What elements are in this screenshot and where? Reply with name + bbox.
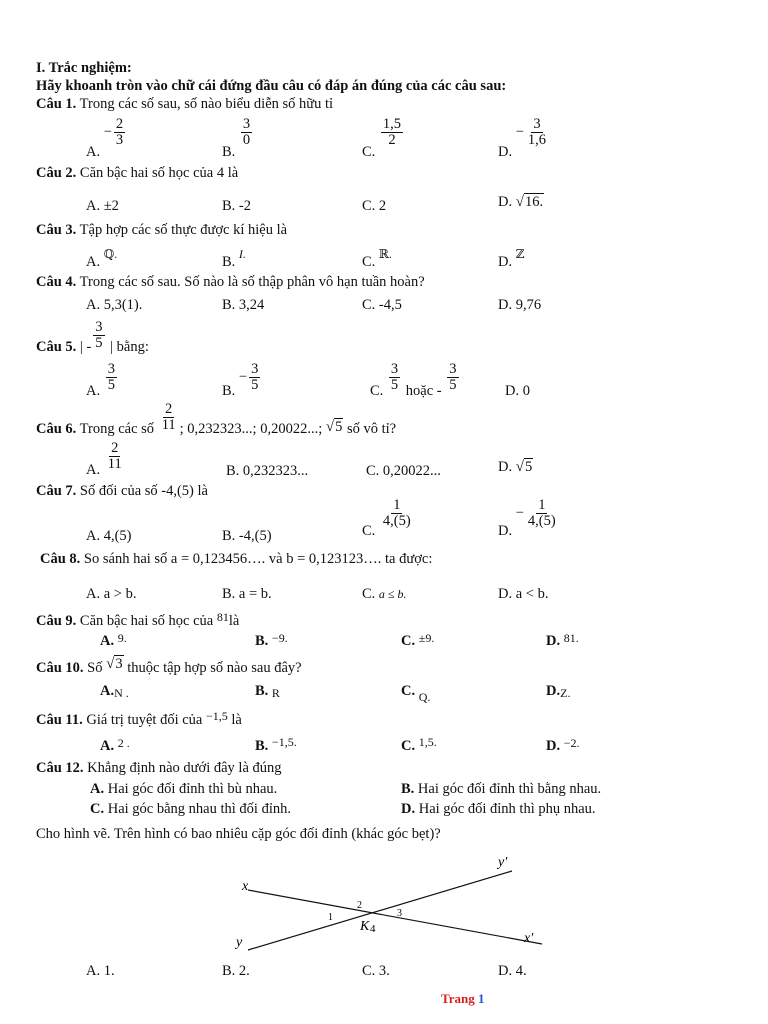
option-letter: A. (100, 738, 115, 754)
option-letter: B. (222, 382, 236, 399)
q2-option-a[interactable]: A. ±2 (86, 198, 119, 214)
number: −1,5 (205, 709, 228, 723)
option-letter: B. (222, 254, 236, 270)
option-letter: C. (370, 382, 384, 399)
fraction (93, 320, 104, 351)
question-text: Số (87, 660, 103, 676)
denominator: 1,6 (527, 132, 547, 148)
line-yy-prime (248, 871, 512, 950)
q9-option-a[interactable] (100, 633, 127, 649)
q11-option-a[interactable] (100, 738, 130, 754)
q4-option-b[interactable]: B. 3,24 (222, 297, 265, 313)
sqrt-icon: √16. (515, 194, 544, 210)
fraction (389, 362, 400, 393)
q10-option-b[interactable] (255, 683, 280, 699)
option-value: N . (114, 686, 129, 700)
denominator: 5 (449, 377, 457, 393)
q10-option-a[interactable] (100, 683, 129, 699)
q8-option-b[interactable]: B. a = b. (222, 586, 272, 602)
numerator: 1 (538, 497, 546, 513)
option-letter: D. (546, 633, 561, 649)
page-footer (441, 991, 484, 1007)
option-letter: B. (401, 781, 415, 797)
denominator: 5 (390, 377, 399, 393)
numerator: 3 (107, 361, 115, 377)
q1-option-c[interactable] (362, 116, 405, 160)
q6-option-d[interactable] (498, 459, 533, 475)
numerator: 2 (115, 116, 124, 132)
q9-option-c[interactable] (401, 633, 434, 649)
option-letter: A. (86, 382, 101, 399)
option-value: −9. (271, 631, 288, 645)
angle-2-label: 2 (357, 900, 362, 911)
radicand: 16. (524, 194, 544, 210)
q3-option-b[interactable] (222, 246, 246, 270)
q3-option-a[interactable] (86, 246, 118, 270)
q2-option-d[interactable] (498, 194, 544, 210)
q6-option-a[interactable] (86, 440, 126, 478)
question-tail: là (228, 613, 240, 629)
radicand: 3 (115, 656, 123, 672)
fraction (241, 117, 252, 148)
option-letter: C. (401, 738, 416, 754)
fraction (160, 402, 178, 433)
q3-option-c[interactable] (362, 246, 392, 270)
or-text: hoặc - (405, 382, 442, 399)
option-letter: C. (90, 801, 105, 817)
page-number: 1 (477, 991, 485, 1006)
option-letter: C. (362, 522, 376, 539)
q10-option-d[interactable] (546, 683, 570, 699)
option-letter: D. (498, 459, 513, 475)
vertical-angles-figure (230, 848, 550, 956)
label-y-prime: y′ (498, 855, 508, 870)
number: 81 (216, 610, 229, 624)
angle-4-label: 4 (370, 923, 376, 935)
option-text: Hai góc đối đỉnh thì bù nhau. (107, 781, 278, 797)
option-letter: D. (498, 143, 513, 160)
question-2 (36, 165, 238, 181)
question-label: Câu 10. (36, 660, 84, 676)
option-letter: C. (362, 586, 376, 602)
q2-option-c[interactable]: C. 2 (362, 198, 387, 214)
option-value: 9. (117, 631, 127, 645)
question-7 (36, 483, 208, 499)
q5-option-d[interactable]: D. 0 (505, 383, 530, 399)
option-letter: A. (100, 683, 115, 699)
question-tail: là (231, 712, 242, 728)
q7-option-b[interactable]: B. -4,(5) (222, 528, 272, 544)
q12-option-b[interactable] (401, 781, 601, 797)
fraction (381, 117, 403, 148)
option-letter: B. (255, 683, 269, 699)
q6-option-c[interactable]: C. 0,20022... (366, 463, 441, 479)
sqrt-icon: √5 (515, 459, 533, 475)
numerator: 3 (95, 319, 103, 335)
question-4 (36, 274, 425, 290)
numerator: 1 (393, 497, 401, 513)
label-y: y (236, 935, 243, 950)
q9-option-b[interactable] (255, 633, 288, 649)
q8-option-a[interactable]: A. a > b. (86, 586, 137, 602)
q13-option-b[interactable]: B. 2. (222, 963, 250, 979)
denominator: 4,(5) (527, 513, 556, 529)
question-8 (40, 551, 432, 567)
q11-option-d[interactable] (546, 738, 580, 754)
q1-option-d[interactable] (498, 116, 550, 160)
denominator: 5 (251, 377, 259, 393)
set-symbol: I. (238, 247, 246, 261)
q5-option-b[interactable] (222, 361, 262, 399)
question-9 (36, 610, 240, 629)
fraction (106, 441, 124, 472)
question-label: Câu 6. (36, 420, 77, 437)
question-6 (36, 401, 397, 437)
question-11 (36, 709, 242, 728)
denominator: 11 (161, 417, 176, 433)
question-label: Câu 7. (36, 483, 77, 499)
option-value: Q. (418, 690, 431, 704)
option-text: Hai góc đối đỉnh thì phụ nhau. (418, 801, 596, 817)
denominator: 2 (388, 132, 396, 148)
option-value: −2. (563, 736, 580, 750)
denominator: 4,(5) (382, 513, 411, 529)
option-text: Hai góc đối đỉnh thì bằng nhau. (417, 781, 602, 797)
question-text: Tập hợp các số thực được kí hiệu là (79, 222, 288, 238)
option-letter: D. (498, 194, 513, 210)
option-letter: C. (362, 254, 376, 270)
set-symbol: ℤ (515, 247, 525, 261)
angle-1-label: 1 (328, 912, 333, 923)
set-symbol: ℝ. (378, 247, 392, 261)
denominator: 5 (95, 335, 103, 351)
q11-option-b[interactable] (255, 735, 297, 754)
q4-option-d[interactable]: D. 9,76 (498, 297, 542, 313)
option-value: 2 . (117, 736, 130, 750)
q9-option-d[interactable] (546, 633, 579, 649)
q4-option-a[interactable]: A. 5,3(1). (86, 297, 143, 313)
question-10 (36, 656, 302, 676)
q7-option-a[interactable]: A. 4,(5) (86, 528, 132, 544)
numerator: 3 (390, 361, 399, 377)
radicand: 5 (524, 459, 533, 475)
question-1 (36, 96, 333, 112)
question-text: Trong các số sau. Số nào là số thập phân vô hạn tuần hoàn? (79, 274, 425, 290)
q7-option-c[interactable] (362, 497, 415, 539)
abs-open: | - (79, 338, 92, 355)
question-text: So sánh hai số a = 0,123456…. và b = 0,123123…. ta được: (83, 551, 433, 567)
numerator: 2 (111, 440, 119, 456)
q5-option-a[interactable] (86, 361, 119, 399)
numerator: 3 (533, 116, 541, 132)
q7-option-d[interactable] (498, 497, 560, 539)
option-value: −1,5. (271, 735, 297, 749)
option-value: 1,5. (418, 735, 437, 749)
q12-option-a[interactable] (90, 781, 277, 797)
question-tail: số vô tỉ? (346, 420, 397, 437)
option-value: 81. (563, 631, 579, 645)
numerator: 1,5 (382, 116, 402, 132)
question-label: Câu 9. (36, 613, 77, 629)
question-13: Cho hình vẽ. Trên hình có bao nhiêu cặp góc đối đỉnh (khác góc bẹt)? (36, 826, 441, 842)
option-letter: C. (362, 143, 376, 160)
option-letter: A. (86, 461, 101, 478)
instruction: Hãy khoanh tròn vào chữ cái đứng đầu câu có đáp án đúng của các câu sau: (36, 78, 507, 94)
question-label: Câu 3. (36, 222, 77, 238)
question-label: Câu 5. (36, 338, 77, 355)
numerator: 3 (251, 361, 259, 377)
angle-3-label: 3 (397, 908, 402, 919)
question-5 (36, 319, 149, 355)
q1-option-a[interactable] (86, 116, 127, 160)
minus-sign: − (515, 504, 524, 521)
line-xx-prime (248, 890, 542, 944)
question-label: Câu 11. (36, 712, 83, 728)
q5-option-c[interactable] (370, 361, 461, 399)
fraction (249, 362, 260, 393)
option-value: Z. (560, 686, 571, 700)
option-letter: B. (222, 143, 236, 160)
question-text: Trong các số (79, 420, 155, 437)
q8-option-c[interactable] (362, 586, 407, 602)
q12-option-d[interactable] (401, 801, 596, 817)
option-text: Hai góc bằng nhau thì đối đỉnh. (107, 801, 291, 817)
numerator: 3 (449, 361, 457, 377)
fraction (381, 498, 413, 529)
q13-option-c[interactable]: C. 3. (362, 963, 390, 979)
question-text: Trong các số sau, số nào biểu diễn số hữu tỉ (79, 96, 334, 112)
denominator: 11 (107, 456, 122, 472)
option-letter: A. (86, 254, 101, 270)
option-letter: A. (90, 781, 105, 797)
option-letter: D. (498, 254, 513, 270)
numerator: 3 (242, 116, 251, 132)
sqrt-icon: √5 (325, 418, 343, 435)
numerator: 2 (165, 401, 173, 417)
fraction (114, 117, 125, 148)
label-x: x (242, 879, 249, 894)
question-text: Khẳng định nào dưới đây là đúng (87, 760, 282, 776)
q8-option-d[interactable]: D. a < b. (498, 586, 549, 602)
minus-sign: − (238, 368, 248, 385)
question-label: Câu 4. (36, 274, 77, 290)
section-title: I. Trắc nghiệm: (36, 60, 132, 76)
footer-label: Trang (441, 991, 475, 1006)
question-text: Căn bậc hai số học của (79, 613, 214, 629)
q13-option-d[interactable]: D. 4. (498, 963, 527, 979)
option-letter: C. (401, 683, 416, 699)
question-text: Căn bậc hai số học của 4 là (79, 165, 239, 181)
option-letter: D. (498, 522, 513, 539)
minus-sign: − (515, 123, 524, 140)
question-12 (36, 760, 282, 776)
option-letter: B. (255, 633, 269, 649)
option-letter: D. (546, 738, 561, 754)
option-value: R (271, 686, 280, 700)
fraction (106, 362, 117, 393)
fraction (526, 498, 558, 529)
denominator: 5 (107, 377, 115, 393)
option-letter: B. (255, 738, 269, 754)
sqrt-icon: √3 (106, 656, 123, 672)
q4-option-c[interactable]: C. -4,5 (362, 297, 402, 313)
q10-option-c[interactable] (401, 683, 431, 704)
q11-option-c[interactable] (401, 735, 437, 754)
question-label: Câu 12. (36, 760, 84, 776)
denominator: 0 (242, 132, 251, 148)
q13-option-a[interactable]: A. 1. (86, 963, 115, 979)
question-text: Giá trị tuyệt đối của (86, 712, 203, 728)
question-label: Câu 2. (36, 165, 77, 181)
minus-sign: − (103, 123, 112, 140)
option-letter: A. (86, 143, 101, 160)
denominator: 3 (115, 132, 124, 148)
number-list: ; 0,232323...; 0,20022...; (179, 420, 323, 437)
option-value: ±9. (418, 631, 435, 645)
question-3 (36, 222, 287, 238)
radicand: 5 (335, 418, 343, 435)
q1-option-b[interactable] (222, 116, 254, 160)
option-letter: A. (100, 633, 115, 649)
label-k: K (360, 919, 370, 934)
question-text: thuộc tập hợp số nào sau đây? (127, 660, 302, 676)
option-letter: C. (401, 633, 416, 649)
q6-option-b[interactable]: B. 0,232323... (226, 463, 309, 479)
fraction (447, 362, 458, 393)
abs-close: | bằng: (110, 338, 149, 355)
option-letter: D. (546, 683, 561, 699)
q3-option-d[interactable] (498, 246, 525, 270)
inequality: a ≤ b. (378, 587, 407, 601)
fraction (526, 117, 548, 148)
q2-option-b[interactable]: B. -2 (222, 198, 251, 214)
question-label: Câu 8. (40, 551, 81, 567)
option-letter: D. (401, 801, 416, 817)
question-label: Câu 1. (36, 96, 77, 112)
label-x-prime: x′ (524, 931, 534, 946)
set-symbol: ℚ. (103, 247, 118, 261)
q12-option-c[interactable] (90, 801, 291, 817)
question-text: Số đối của số -4,(5) là (79, 483, 208, 499)
